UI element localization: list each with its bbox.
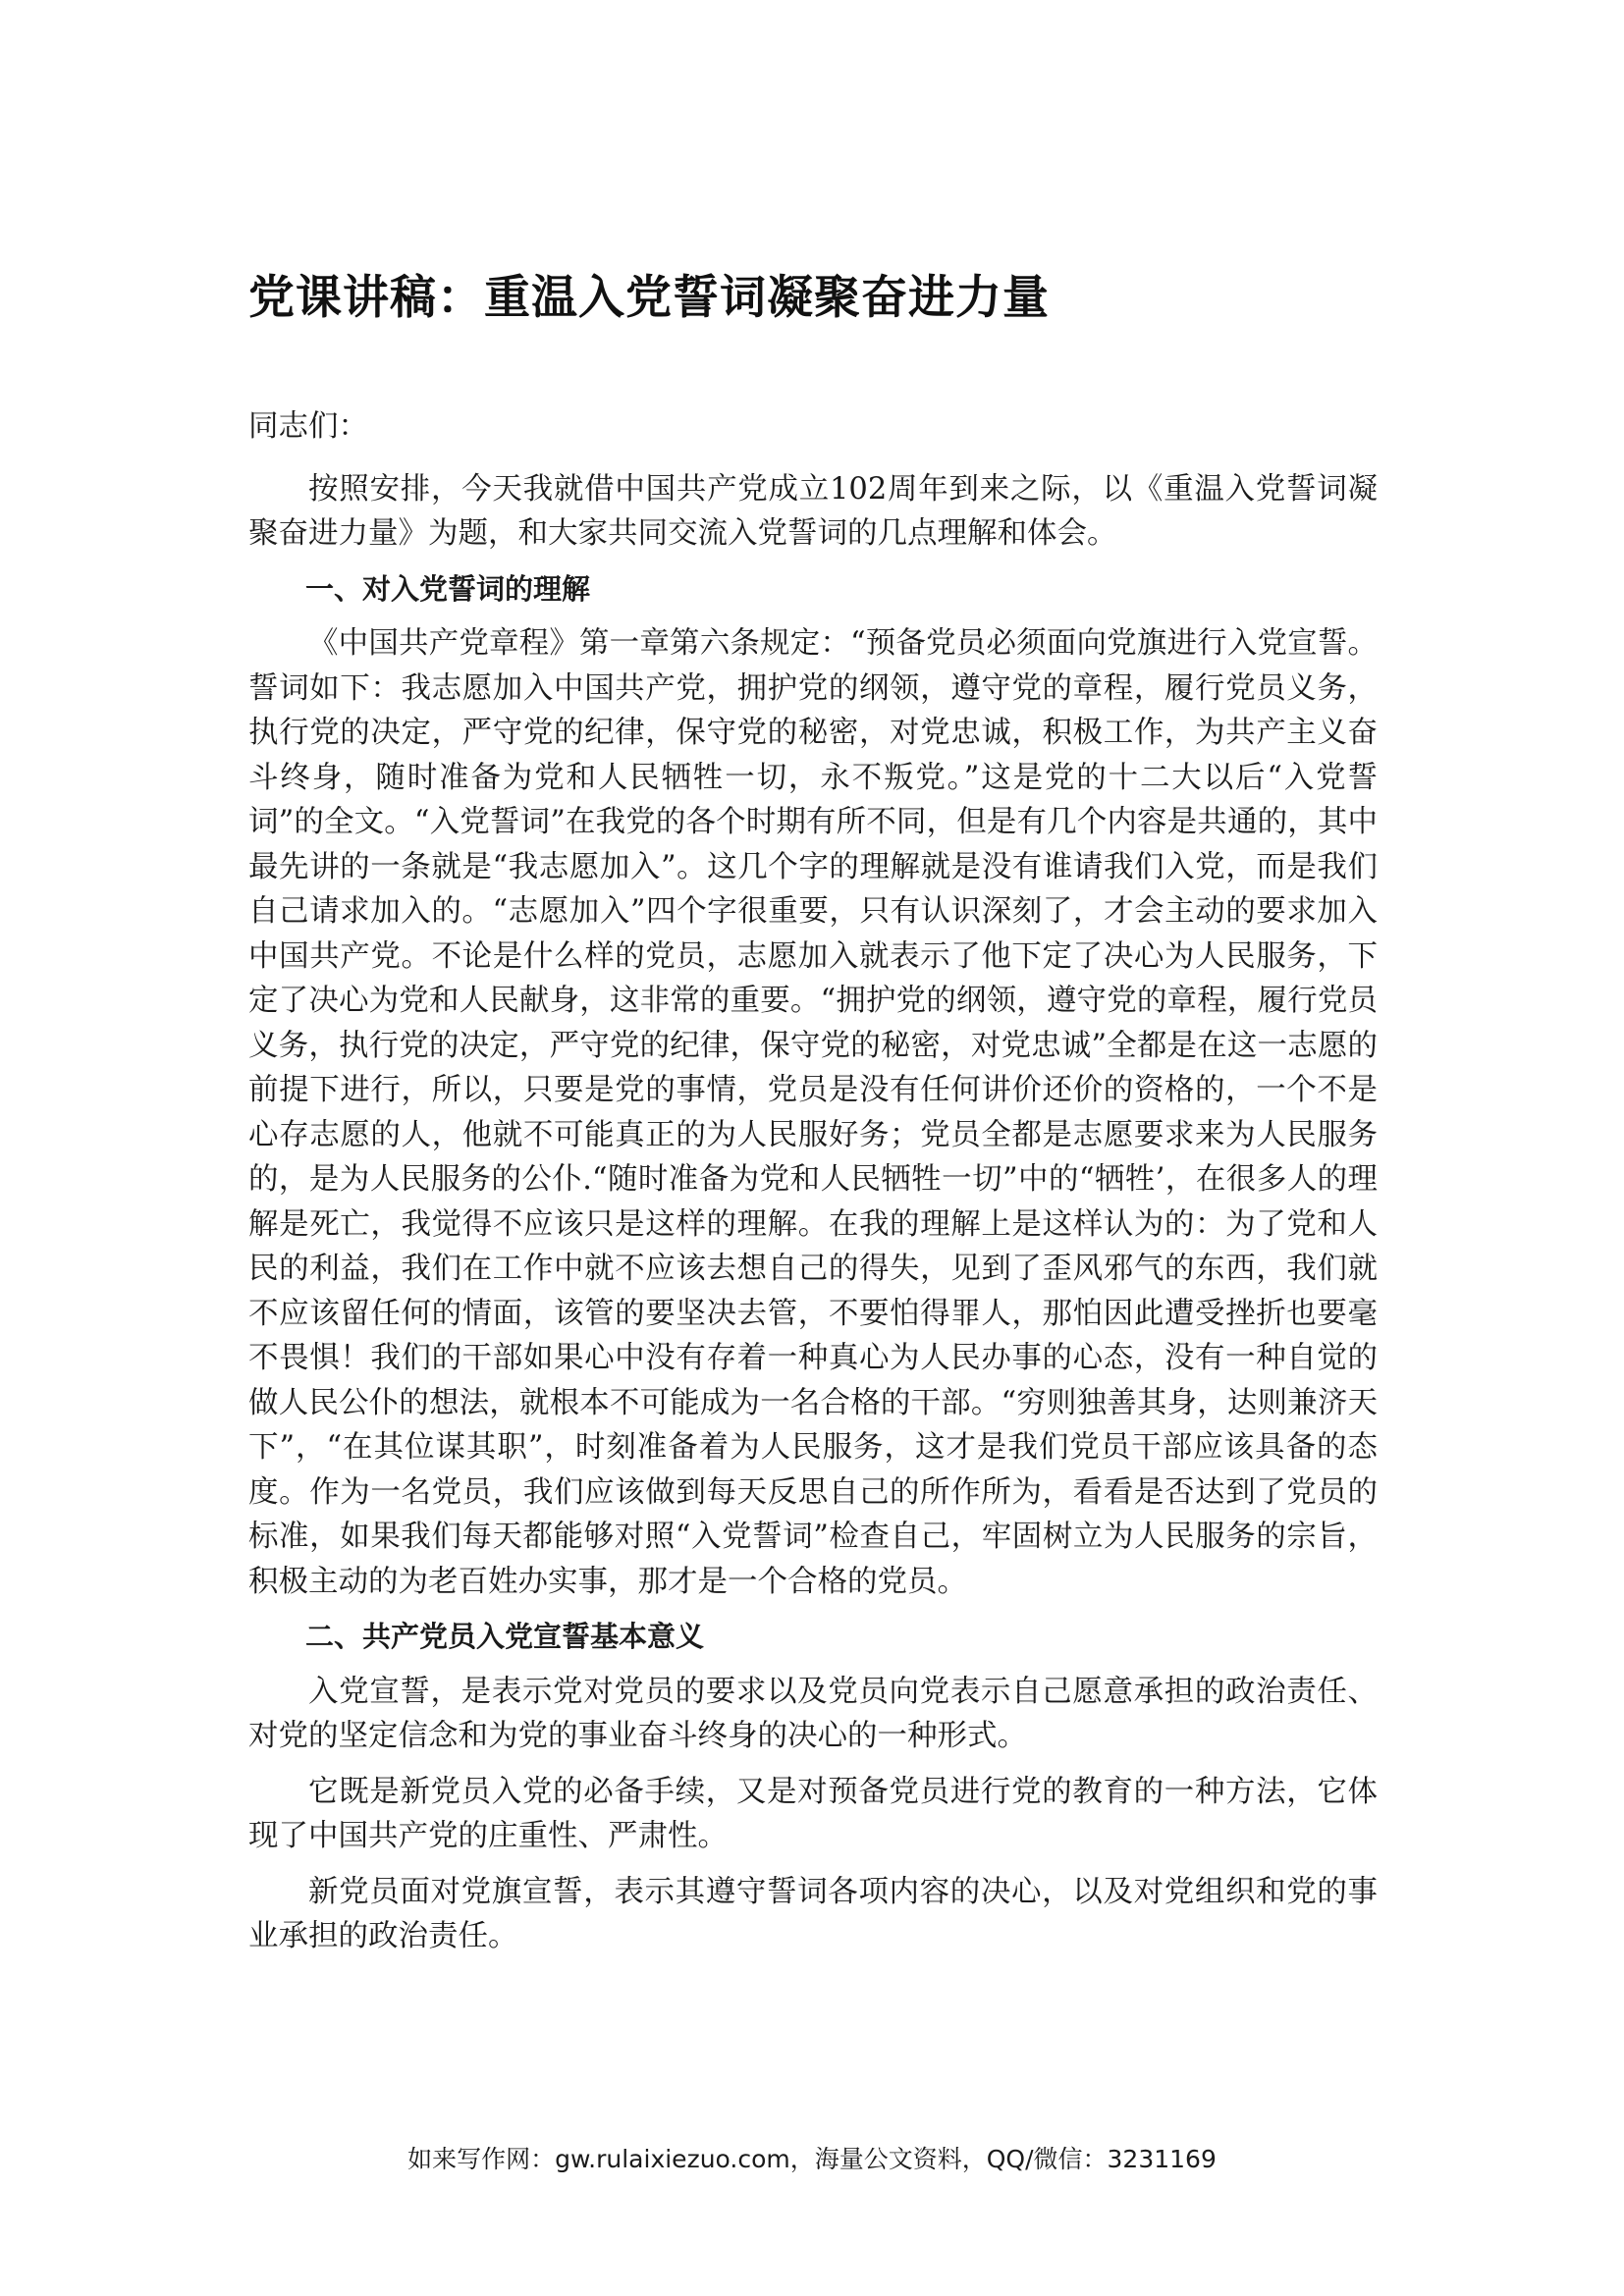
section-2-paragraph-1: 入党宣誓，是表示党对党员的要求以及党员向党表示自己愿意承担的政治责任、对党的坚定信念和为党的事业奋斗终身的决心的一种形式。 (248, 1674, 1378, 1753)
intro-paragraph: 按照安排，今天我就借中国共产党成立102周年到来之际，以《重温入党誓词凝聚奋进力量》为题，和大家共同交流入党誓词的几点理解和体会。 (248, 471, 1378, 551)
section-2-paragraph-2: 它既是新党员入党的必备手续，又是对预备党员进行党的教育的一种方法，它体现了中国共产党的庄重性、严肃性。 (248, 1774, 1378, 1853)
salutation: 同志们： (248, 409, 368, 444)
section-1-paragraph: 《中国共产党章程》第一章第六条规定：“预备党员必须面向党旗进行入党宣誓。誓词如下：我志愿加入中国共产党，拥护党的纲领，遵守党的章程，履行党员义务，执行党的决定，严守党的纪律，保守党的秘密，对党忠诚，积极工作，为共产主义奋斗终身，随时准备为党和人民牺牲一切，永不叛党。”这是党的十二大以后“入党誓词”的全文。“入党誓词”在我党的各个时期有所不同，但是有几个内容是共通的，其中最先讲的一条就是“我志愿加入”。这几个字的理解就是没有谁请我们入党，而是我们自己请求加入的。“志愿加入”四个字很重要，只有认识深刻了，才会主动的要求加入中国共产党。不论是什么样的党员，志愿加入就表示了他下定了决心为人民服务，下定了决心为党和人民献身，这非常的重要。“拥护党的纲领，遵守党的章程，履行党员义务，执行党的决定，严守党的纪律，保守党的秘密，对党忠诚”全都是在这一志愿的前提下进行，所以，只要是党的事情，党员是没有任何讲价还价的资格的，一个不是心存志愿的人，他就不可能真正的为人民服好务；党员全都是志愿要求来为人民服务的，是为人民服务的公仆.“随时准备为党和人民牺牲一切”中的“牺牲’，在很多人的理解是死亡，我觉得不应该只是这样的理解。在我的理解上是这样认为的：为了党和人民的利益，我们在工作中就不应该去想自己的得失，见到了歪风邪气的东西，我们就不应该留任何的情面，该管的要坚决去管，不要怕得罪人，那怕因此遭受挫折也要毫不畏惧！我们的干部如果心中没有存着一种真心为人民办事的心态，没有一种自觉的做人民公仆的想法，就根本不可能成为一名合格的干部。“穷则独善其身，达则兼济天下”，“在其位谋其职”，时刻准备着为人民服务，这才是我们党员干部应该具备的态度。作为一名党员，我们应该做到每天反思自己的所作所为，看看是否达到了党员的标准，如果我们每天都能够对照“入党誓词”检查自己，牢固树立为人民服务的宗旨，积极主动的为老百姓办实事，那才是一个合格的党员。 (248, 626, 1378, 1599)
document-body (248, 404, 1378, 1970)
section-2-heading: 二、共产党员入党宣誓基本意义 (305, 1620, 705, 1653)
section-2-paragraph-3: 新党员面对党旗宣誓，表示其遵守誓词各项内容的决心，以及对党组织和党的事业承担的政治责任。 (248, 1874, 1378, 1953)
document-title: 党课讲稿：重温入党誓词凝聚奋进力量 (248, 271, 1050, 325)
footer-watermark-text: 如来写作网：gw.rulaixiezuo.com，海量公文资料，QQ/微信：3231169 (407, 2145, 1217, 2173)
section-1-heading: 一、对入党誓词的理解 (305, 571, 591, 606)
